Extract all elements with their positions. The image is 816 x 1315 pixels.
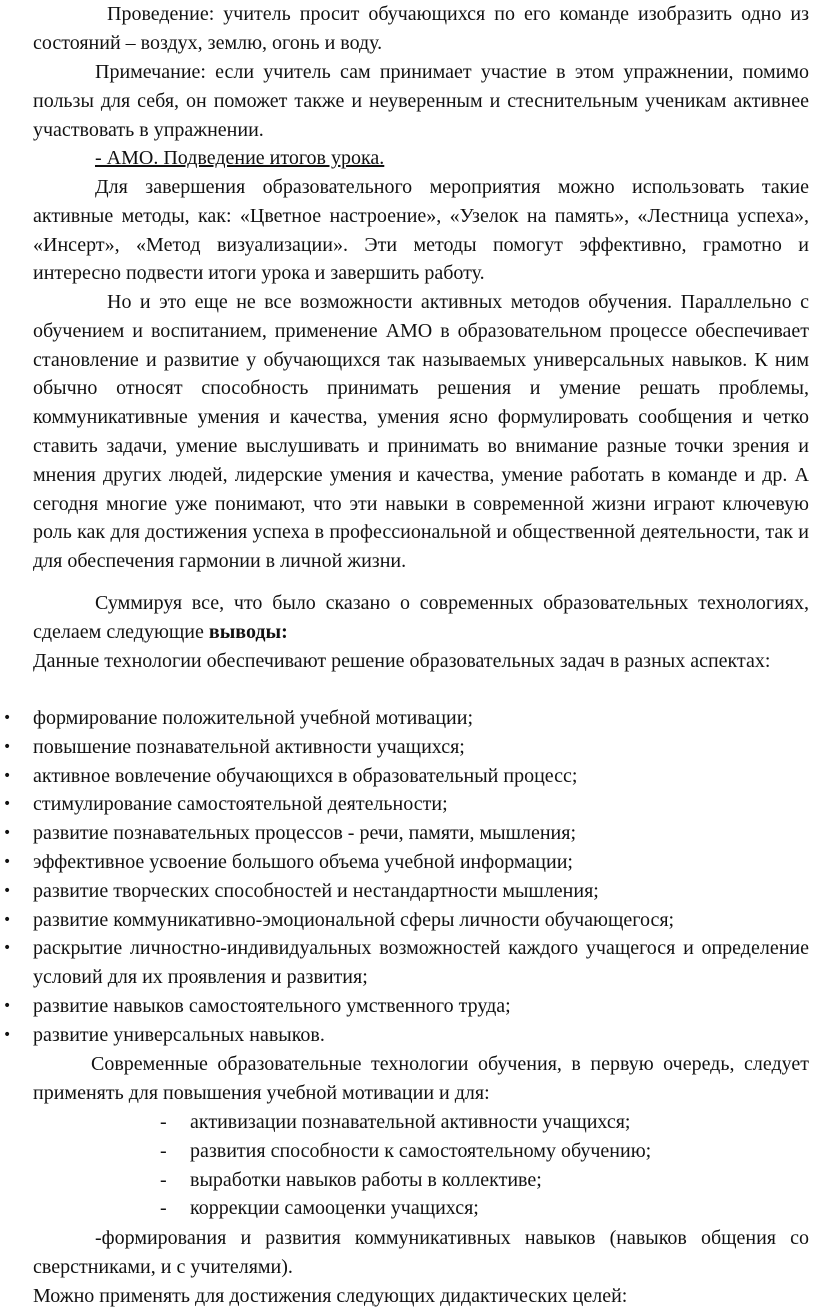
- bullet-marker: •: [3, 1026, 12, 1043]
- bullet-item: [0, 992, 809, 1021]
- bullet-item: [0, 762, 809, 791]
- purposes-dash-list: [160, 1108, 651, 1223]
- dash-marker: -: [160, 1197, 167, 1220]
- bullet-text: развитие навыков самостоятельного умственного труда;: [33, 994, 511, 1017]
- dash-marker: -: [160, 1111, 167, 1133]
- bullet-text: эффективное усвоение большого объема учебной информации;: [33, 850, 573, 873]
- bullet-marker: •: [3, 853, 12, 870]
- paragraph-didactic-goals: Можно применять для достижения следующих дидактических целей:: [33, 1285, 628, 1307]
- dash-text: развития способности к самостоятельному обучению;: [190, 1139, 652, 1162]
- dash-marker: -: [160, 1139, 167, 1162]
- bullet-item: [0, 819, 809, 848]
- paragraph-communication-skills: -формирования и развития коммуникативных навыков (навыков общения со сверстниками, и с учителями).: [33, 1227, 809, 1278]
- bullet-text: развитие универсальных навыков.: [33, 1023, 325, 1046]
- bullet-text: повышение познавательной активности учащихся;: [33, 735, 465, 758]
- summary-bold-conclusions: выводы:: [208, 620, 288, 643]
- paragraph-summary: [33, 589, 809, 647]
- paragraph-intro: Проведение: учитель просит обучающихся по его команде изобразить одно из состояний – воздух, землю, огонь и воду.: [33, 3, 809, 54]
- dash-item: [160, 1137, 651, 1166]
- bullet-marker: •: [3, 940, 12, 957]
- bullet-item: [0, 790, 809, 819]
- bullet-marker: •: [3, 796, 12, 813]
- bullet-marker: •: [3, 767, 12, 784]
- bullet-text: формирование положительной учебной мотивации;: [33, 707, 473, 729]
- bullet-item: [0, 704, 809, 733]
- paragraph-completion-methods: Для завершения образовательного мероприятия можно использовать такие активные методы, как: «Цветное настроение», «Узелок на память», «Лестница успеха», «Инсерт», «Метод визуализации». Эти методы помогут эффективно, грамотно и интересно подвести итоги урока и завершить работу.: [33, 176, 809, 285]
- bullet-marker: •: [3, 710, 12, 726]
- bullet-marker: •: [3, 997, 12, 1014]
- bullet-item: [0, 934, 809, 992]
- dash-text: активизации познавательной активности учащихся;: [190, 1111, 631, 1133]
- bullet-text: активное вовлечение обучающихся в образовательный процесс;: [33, 764, 578, 787]
- bullet-text: развитие творческих способностей и нестандартности мышления;: [33, 879, 599, 902]
- dash-marker: -: [160, 1168, 167, 1191]
- bullet-text: раскрытие личностно-индивидуальных возможностей каждого учащегося и определение условий для их проявления и развития;: [33, 937, 809, 989]
- bullet-text: стимулирование самостоятельной деятельности;: [33, 793, 448, 816]
- paragraph-possibilities: Но и это еще не все возможности активных методов обучения. Параллельно с обучением и воспитанием, применение АМО в образовательном процессе обеспечивает становление и развитие у обучающихся так называемых универсальных навыков. К ним обычно относят способность принимать решения и умение решать проблемы, коммуникативные умения и качества, умения ясно формулировать сообщения и четко ставить задачи, умение выслушивать и принимать во внимание разные точки зрения и мнения других людей, лидерские умения и качества, умение работать в команде и др. А сегодня многие уже понимают, что эти навыки в современной жизни играют ключевую роль как для достижения успеха в профессиональной и общественной деятельности, так и для обеспечения гармонии в личной жизни.: [33, 291, 809, 573]
- dash-text: выработки навыков работы в коллективе;: [190, 1168, 542, 1191]
- summary-lead-text: Суммируя все, что было сказано о современных образовательных технологиях, сделаем следующие: [33, 592, 809, 643]
- bullet-marker: •: [3, 738, 12, 755]
- dash-item: [160, 1194, 651, 1223]
- bullet-item: [0, 906, 809, 935]
- bullet-item: [0, 1021, 809, 1050]
- paragraph-note: Примечание: если учитель сам принимает участие в этом упражнении, помимо пользы для себя, он поможет также и неуверенным и стеснительным ученикам активнее участвовать в упражнении.: [33, 61, 809, 141]
- paragraph-modern-technologies: Современные образовательные технологии обучения, в первую очередь, следует применять для повышения учебной мотивации и для:: [33, 1053, 809, 1104]
- heading-amo-summary: - АМО. Подведение итогов урока.: [95, 147, 385, 169]
- dash-item: [160, 1108, 651, 1137]
- bullet-marker: •: [3, 825, 12, 842]
- paragraph-aspects: Данные технологии обеспечивают решение образовательных задач в разных аспектах:: [33, 650, 771, 672]
- bullet-item: [0, 848, 809, 877]
- bullet-marker: •: [3, 911, 12, 928]
- dash-item: [160, 1166, 651, 1195]
- bullet-item: [0, 733, 809, 762]
- outcomes-bullet-list: [0, 704, 816, 1050]
- bullet-text: развитие коммуникативно-эмоциональной сферы личности обучающегося;: [33, 908, 675, 931]
- bullet-text: развитие познавательных процессов - речи, памяти, мышления;: [33, 822, 576, 845]
- bullet-marker: •: [3, 882, 12, 899]
- bullet-item: [0, 877, 809, 906]
- dash-text: коррекции самооценки учащихся;: [190, 1197, 479, 1220]
